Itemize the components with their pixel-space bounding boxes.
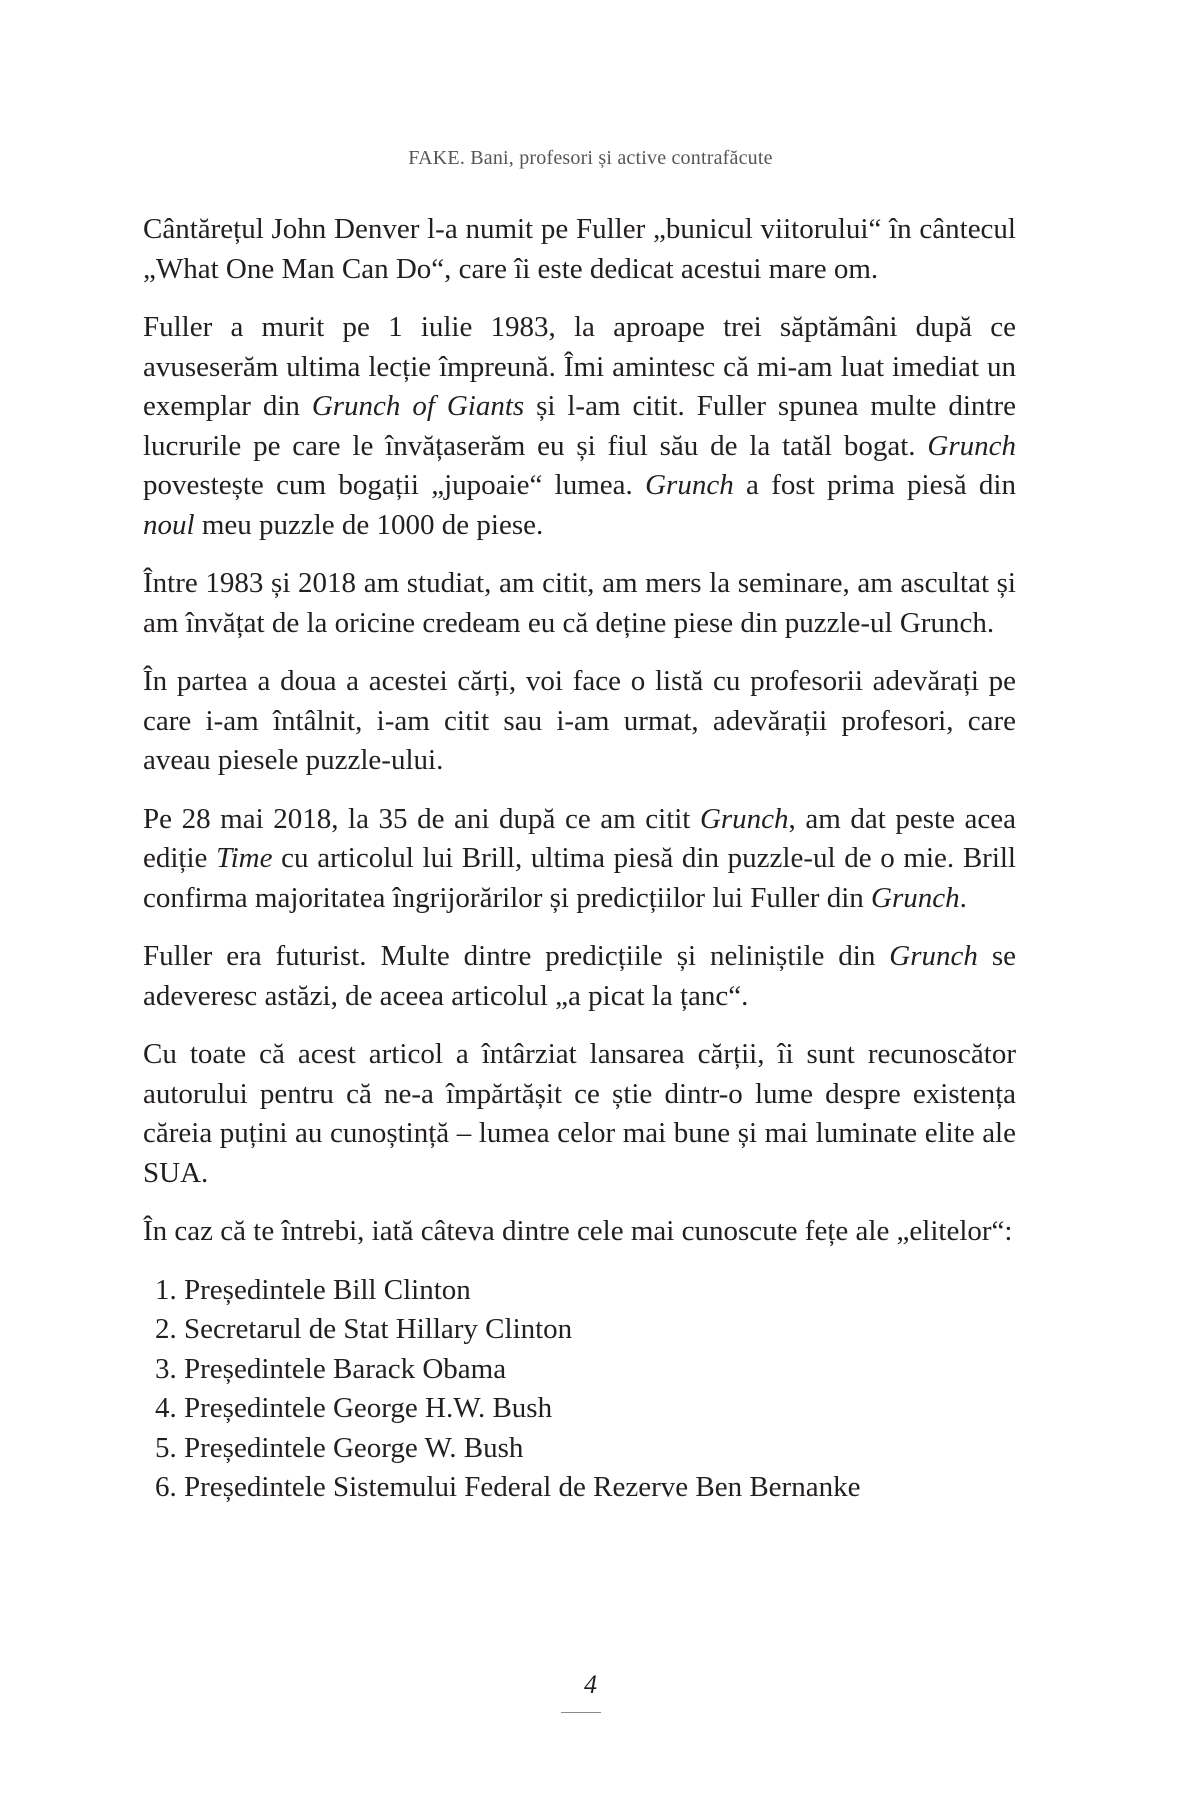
list-item: 2. Secretarul de Stat Hillary Clinton bbox=[155, 1313, 573, 1345]
page-number: 4 bbox=[584, 1670, 597, 1699]
body-text bbox=[143, 210, 1016, 1508]
text-run: Pe 28 mai 2018, la 35 de ani după ce am citit bbox=[143, 802, 700, 835]
text-run: povestește cum bogații „jupoaie“ lumea. bbox=[143, 469, 646, 501]
page-number-rule bbox=[561, 1712, 601, 1713]
book-title: Grunch bbox=[871, 881, 960, 914]
magazine-title: Time bbox=[216, 842, 273, 874]
text-run: meu puzzle de 1000 de piese. bbox=[194, 508, 544, 541]
paragraph-8: În caz că te întrebi, iată câteva dintre cele mai cunoscute fețe ale „elitelor“: bbox=[143, 1215, 1013, 1247]
paragraph-1: Cântărețul John Denver l-a numit pe Fuller „bunicul viitorului“ în cântecul „What One Man Can Do“, care îi este dedicat acestui mare om. bbox=[143, 213, 1016, 285]
book-title: Grunch of Giants bbox=[311, 390, 525, 422]
book-title: Grunch bbox=[645, 469, 734, 501]
text-run: Fuller a murit pe 1 iulie 1983, la aproape trei săptămâni după ce avuseserăm ultima lecție împreună. Îmi amintesc că mi-am luat imediat un exemplar din bbox=[143, 311, 1016, 422]
book-title: Grunch bbox=[927, 429, 1016, 462]
paragraph-7: Cu toate că acest articol a întârziat lansarea cărții, îi sunt recunoscător autorului pentru că ne-a împărtășit ce știe dintr-o lume despre existența căreia puțini au cunoștință – lumea celor mai bune și mai luminate elite ale SUA. bbox=[143, 1038, 1016, 1189]
list-item: 4. Președintele George H.W. Bush bbox=[155, 1392, 553, 1424]
text-run: . bbox=[959, 881, 967, 914]
running-header: FAKE. Bani, profesori și active contrafăcute bbox=[408, 147, 773, 169]
paragraph-6 bbox=[143, 937, 1016, 1016]
text-run: și l-am citit. Fuller spunea multe dintre lucrurile pe care le învățaserăm eu și fiul său de la tatăl bogat. bbox=[143, 390, 1016, 462]
paragraph-4: În partea a doua a acestei cărți, voi face o listă cu profesorii adevărați pe care i-am întâlnit, i-am citit sau i-am urmat, adevărații profesori, care aveau piesele puzzle-ului. bbox=[143, 665, 1016, 776]
list-item: 6. Președintele Sistemului Federal de Rezerve Ben Bernanke bbox=[155, 1471, 861, 1503]
emphasis: noul bbox=[143, 508, 195, 541]
elite-list bbox=[143, 1271, 1016, 1508]
list-item: 3. Președintele Barack Obama bbox=[155, 1352, 507, 1385]
text-run: se adeveresc astăzi, de aceea articolul „a picat la țanc“. bbox=[143, 940, 1016, 1012]
paragraph-2 bbox=[143, 308, 1016, 545]
text-run: Fuller era futurist. Multe dintre predicțiile și neliniștile din bbox=[143, 940, 890, 972]
paragraph-5 bbox=[143, 800, 1016, 919]
book-title: Grunch bbox=[889, 940, 978, 972]
list-item: 5. Președintele George W. Bush bbox=[155, 1431, 524, 1464]
text-run: a fost prima piesă din bbox=[733, 469, 1016, 501]
text-run: , am dat peste acea ediție bbox=[143, 802, 1016, 874]
text-run: cu articolul lui Brill, ultima piesă din puzzle-ul de o mie. Brill confirma majoritatea îngrijorărilor și predicțiilor lui Fuller din bbox=[143, 842, 1016, 914]
book-title: Grunch bbox=[699, 802, 789, 835]
paragraph-3: Între 1983 și 2018 am studiat, am citit, am mers la seminare, am ascultat și am învățat de la oricine credeam eu că deține piese din puzzle-ul Grunch. bbox=[143, 567, 1016, 639]
list-item: 1. Președintele Bill Clinton bbox=[155, 1273, 471, 1306]
